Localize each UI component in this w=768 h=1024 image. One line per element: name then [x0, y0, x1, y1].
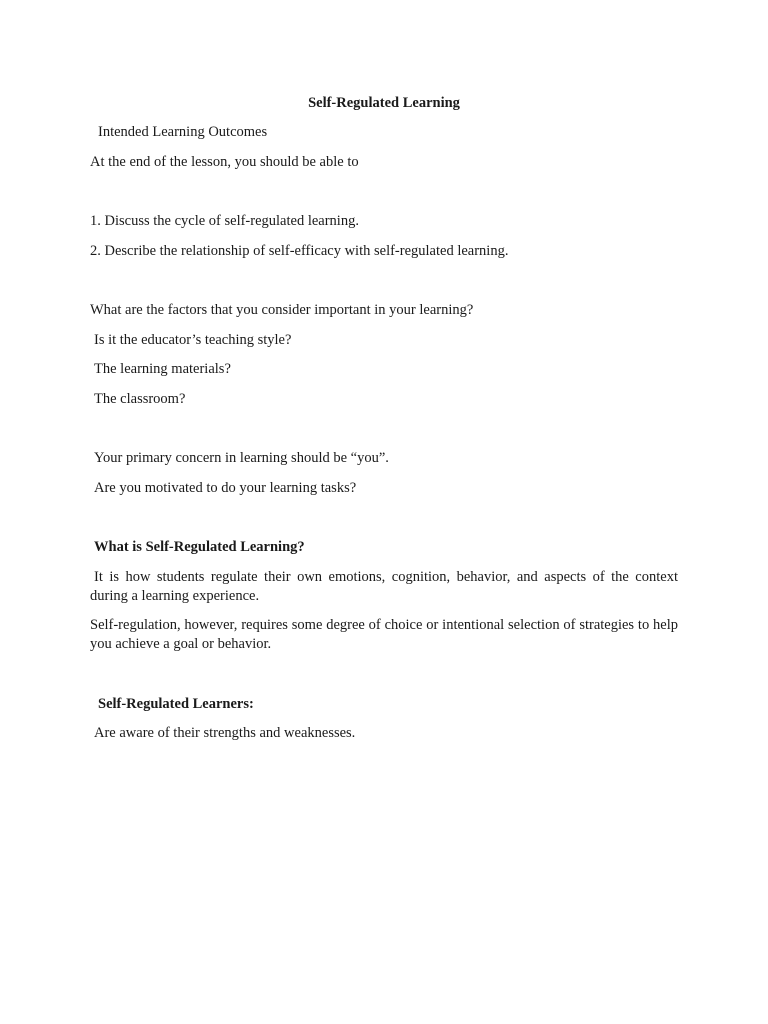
factors-question: What are the factors that you consider important in your learning? [90, 302, 474, 318]
motivation-question: Are you motivated to do your learning tasks? [94, 480, 357, 496]
srl-heading: What is Self-Regulated Learning? [94, 539, 305, 555]
question-item: The learning materials? [94, 361, 231, 377]
intro-text: At the end of the lesson, you should be able to [90, 154, 359, 170]
learners-item: Are aware of their strengths and weaknesses. [94, 725, 356, 741]
primary-concern-text: Your primary concern in learning should be “you”. [94, 450, 389, 466]
outcome-item: 1. Discuss the cycle of self-regulated learning. [90, 213, 359, 229]
document-title: Self-Regulated Learning [308, 95, 460, 111]
intended-outcomes-heading: Intended Learning Outcomes [98, 124, 268, 140]
srl-definition: It is how students regulate their own emotions, cognition, behavior, and aspects of the context during a learning experience. [90, 569, 678, 604]
outcome-item: 2. Describe the relationship of self-efficacy with self-regulated learning. [90, 243, 509, 259]
learners-heading: Self-Regulated Learners: [98, 696, 254, 712]
srl-note: Self-regulation, however, requires some degree of choice or intentional selection of strategies to help you achieve a goal or behavior. [90, 617, 678, 652]
question-item: Is it the educator’s teaching style? [94, 332, 292, 348]
question-item: The classroom? [94, 391, 186, 407]
